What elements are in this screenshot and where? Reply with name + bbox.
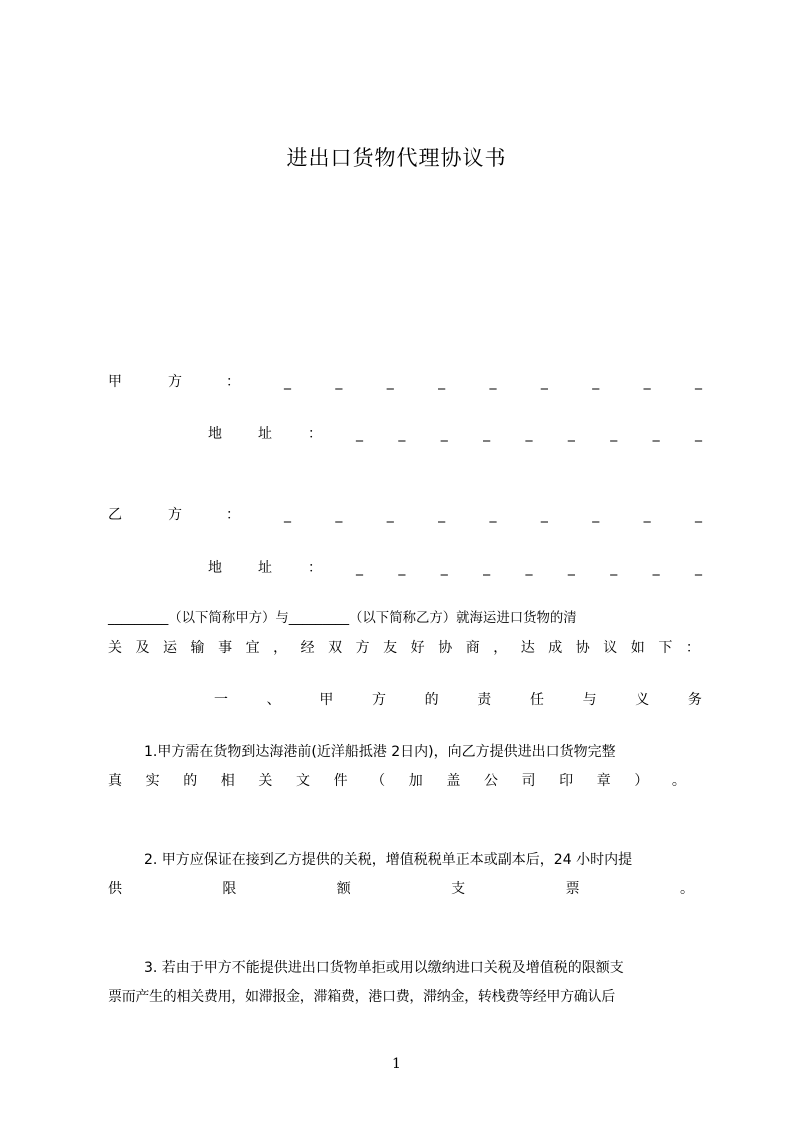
char: 加 (408, 773, 423, 789)
dash: _ (652, 560, 660, 576)
char: 义 (635, 692, 650, 708)
char: 事 (218, 640, 233, 656)
intro-line-2 (108, 638, 700, 658)
dash: _ (489, 507, 497, 523)
dash: _ (540, 507, 548, 523)
party-b-char-1: 乙 (108, 507, 122, 523)
address-colon: ： (308, 560, 322, 576)
char: 司 (521, 773, 536, 789)
char: 一 (214, 692, 228, 708)
dash: _ (610, 426, 618, 442)
document-title: 进出口货物代理协议书 (286, 146, 507, 170)
dash: _ (652, 426, 660, 442)
dash: _ (643, 374, 651, 390)
party-b-char-2: 方 (168, 507, 182, 523)
char: 。 (679, 881, 694, 897)
char: 好 (410, 640, 425, 656)
char: 票 (565, 881, 580, 897)
char: 公 (483, 773, 498, 789)
dash: _ (525, 560, 533, 576)
dash: _ (695, 560, 702, 576)
char: 如 (630, 640, 645, 656)
dash: _ (695, 374, 702, 390)
char: （ (371, 773, 386, 789)
char: 供 (108, 881, 122, 897)
char: 的 (183, 773, 198, 789)
party-a-colon: ： (226, 374, 240, 390)
char: 、 (266, 692, 281, 708)
char: 章 (596, 773, 611, 789)
char: 相 (220, 773, 235, 789)
char: 真 (108, 773, 122, 789)
char: 印 (559, 773, 574, 789)
char: 盖 (446, 773, 461, 789)
clause-2-line-1: 2. 甲方应保证在接到乙方提供的关税，增值税税单正本或副本后，24 小时内提 (144, 852, 633, 868)
char: 及 (135, 640, 150, 656)
char: 。 (671, 773, 686, 789)
char: ， (273, 640, 288, 656)
char: 经 (300, 640, 315, 656)
char: 方 (371, 692, 386, 708)
dash: _ (440, 560, 448, 576)
party-a-char-1: 甲 (108, 374, 122, 390)
char: 议 (603, 640, 618, 656)
char: 甲 (319, 692, 334, 708)
char: 文 (295, 773, 310, 789)
dash: _ (540, 374, 548, 390)
party-a-blank[interactable] (284, 372, 702, 392)
clause-1-line-2 (108, 771, 686, 791)
address-colon: ： (308, 426, 322, 442)
party-a-address-label (208, 424, 328, 444)
page-number: 1 (392, 1056, 401, 1072)
dash: _ (695, 507, 702, 523)
char: 商 (465, 640, 480, 656)
char: 任 (529, 692, 544, 708)
clause-3-line-2: 票而产生的相关费用，如滞报金，滞箱费，港口费，滞纳金，转栈费等经甲方确认后 (108, 989, 615, 1005)
dash: _ (483, 426, 491, 442)
char: 与 (582, 692, 597, 708)
party-b-blank[interactable] (284, 505, 702, 525)
dash: _ (398, 426, 406, 442)
char: 责 (477, 692, 492, 708)
char: 协 (438, 640, 453, 656)
char: 件 (333, 773, 348, 789)
char: 实 (145, 773, 160, 789)
dash: _ (525, 426, 533, 442)
party-b-colon: ： (226, 507, 240, 523)
dash: _ (610, 560, 618, 576)
char: ） (634, 773, 649, 789)
char: 支 (451, 881, 466, 897)
char: 协 (575, 640, 590, 656)
char: 达 (520, 640, 535, 656)
party-b-address-label (208, 558, 328, 578)
address-char-2: 址 (258, 560, 272, 576)
char: 输 (190, 640, 205, 656)
clause-1-line-1: 1.甲方需在货物到达海港前(近洋船抵港 2日内)，向乙方提供进出口货物完整 (144, 744, 616, 760)
char: 双 (328, 640, 343, 656)
char: 运 (163, 640, 178, 656)
dash: _ (695, 426, 702, 442)
dash: _ (335, 507, 343, 523)
address-char-1: 地 (208, 426, 222, 442)
char: 限 (222, 881, 237, 897)
dash: _ (284, 374, 291, 390)
char: 关 (258, 773, 273, 789)
dash: _ (398, 560, 406, 576)
dash: _ (356, 426, 363, 442)
dash: _ (567, 560, 575, 576)
party-a-char-2: 方 (168, 374, 182, 390)
dash: _ (489, 374, 497, 390)
char: 关 (108, 640, 122, 656)
section-1-heading (214, 690, 702, 710)
dash: _ (483, 560, 491, 576)
char: 友 (383, 640, 398, 656)
dash: _ (386, 507, 394, 523)
address-char-1: 地 (208, 560, 222, 576)
char: 下 (658, 640, 673, 656)
party-b-address-blank[interactable] (356, 558, 702, 578)
char: 额 (336, 881, 351, 897)
party-a-label (108, 372, 238, 392)
dash: _ (567, 426, 575, 442)
char: 的 (424, 692, 439, 708)
char: ： (685, 640, 700, 656)
dash: _ (592, 374, 600, 390)
clause-3-line-1: 3. 若由于甲方不能提供进出口货物单拒或用以缴纳进口关税及增值税的限额支 (144, 960, 624, 976)
party-b-label (108, 505, 238, 525)
dash: _ (438, 507, 446, 523)
dash: _ (356, 560, 363, 576)
dash: _ (284, 507, 291, 523)
dash: _ (440, 426, 448, 442)
char: 成 (548, 640, 563, 656)
clause-2-line-2 (108, 879, 694, 899)
party-a-address-blank[interactable] (356, 424, 702, 444)
char: ， (493, 640, 508, 656)
char: 宜 (245, 640, 260, 656)
dash: _ (335, 374, 343, 390)
char: 务 (687, 692, 702, 708)
intro-line-1: _________（以下简称甲方）与_________（以下简称乙方）就海运进口货物的清 (108, 611, 577, 626)
dash: _ (386, 374, 394, 390)
dash: _ (592, 507, 600, 523)
address-char-2: 址 (258, 426, 272, 442)
char: 方 (355, 640, 370, 656)
dash: _ (643, 507, 651, 523)
dash: _ (438, 374, 446, 390)
